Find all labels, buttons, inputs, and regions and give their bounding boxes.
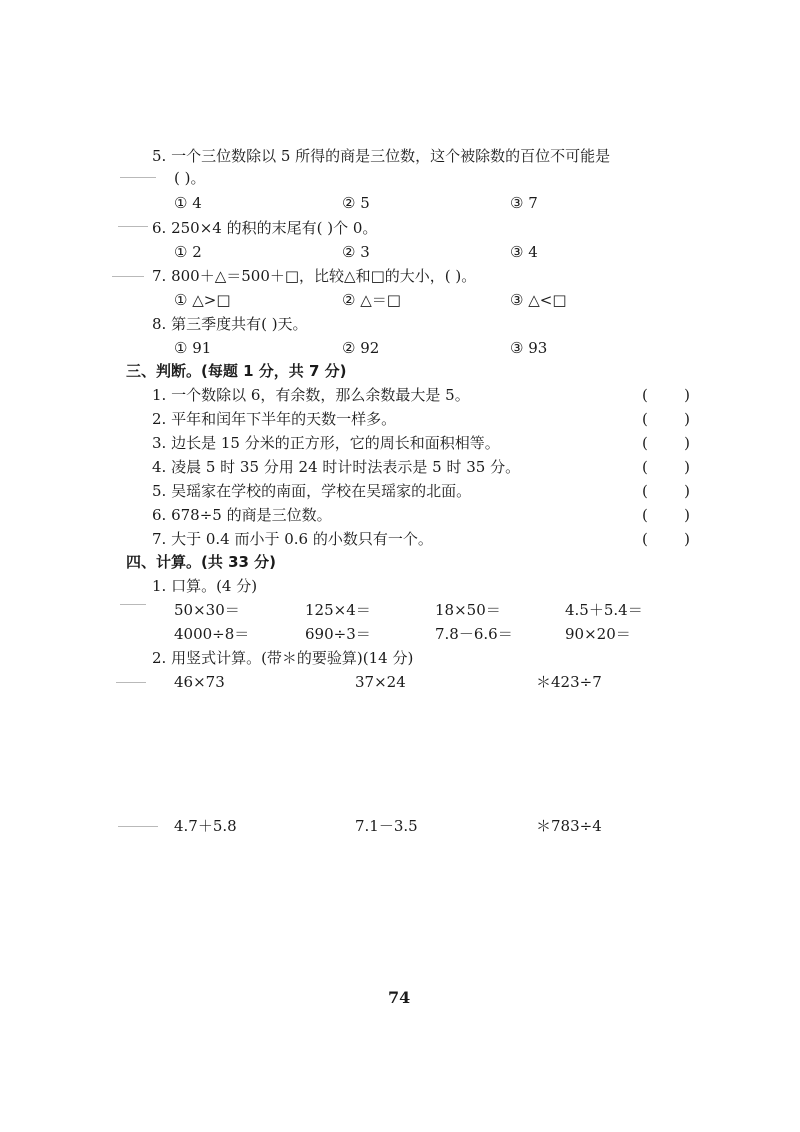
answer-bracket (642, 505, 690, 525)
scan-speck (112, 276, 144, 277)
question-6-option-3: ③ 4 (510, 243, 538, 261)
question-8-option-3: ③ 93 (510, 339, 548, 357)
bracket-open: ( (642, 434, 648, 452)
scan-speck (120, 177, 156, 178)
question-5-blank: ( )。 (174, 169, 206, 187)
question-8-text: 8. 第三季度共有( )天。 (152, 315, 308, 333)
vertical-problem: 4.7＋5.8 (174, 817, 237, 835)
oral-calc-title: 1. 口算。(4 分) (152, 577, 258, 595)
bracket-close: ) (684, 386, 690, 404)
judge-item-1: 1. 一个数除以 6，有余数，那么余数最大是 5。 (152, 386, 470, 404)
calc-section-title: 四、计算。(共 33 分) (126, 553, 277, 571)
bracket-open: ( (642, 482, 648, 500)
question-8-option-2: ② 92 (342, 339, 380, 357)
vertical-calc-title: 2. 用竖式计算。(带＊的要验算)(14 分) (152, 649, 414, 667)
oral-problem: 50×30＝ (174, 601, 240, 619)
question-8-option-1: ① 91 (174, 339, 212, 357)
scan-speck (118, 826, 158, 827)
bracket-open: ( (642, 530, 648, 548)
bracket-open: ( (642, 410, 648, 428)
oral-problem: 4000÷8＝ (174, 625, 250, 643)
question-5-option-1: ① 4 (174, 194, 202, 212)
vertical-problem: ＊783÷4 (536, 817, 602, 835)
answer-bracket (642, 385, 690, 405)
question-5-text: 5. 一个三位数除以 5 所得的商是三位数，这个被除数的百位不可能是 (152, 147, 611, 165)
bracket-close: ) (684, 506, 690, 524)
question-7-option-1: ① △>□ (174, 291, 231, 309)
judge-item-6: 6. 678÷5 的商是三位数。 (152, 506, 332, 524)
vertical-problem: ＊423÷7 (536, 673, 602, 691)
question-7-option-3: ③ △<□ (510, 291, 567, 309)
oral-problem: 18×50＝ (435, 601, 501, 619)
judge-section-title: 三、判断。(每题 1 分，共 7 分) (126, 362, 347, 380)
oral-problem: 690÷3＝ (305, 625, 371, 643)
bracket-open: ( (642, 458, 648, 476)
answer-bracket (642, 457, 690, 477)
oral-problem: 125×4＝ (305, 601, 371, 619)
scan-speck (116, 682, 146, 683)
question-7-text: 7. 800＋△＝500＋□，比较△和□的大小，( )。 (152, 267, 477, 285)
judge-item-4: 4. 凌晨 5 时 35 分用 24 时计时法表示是 5 时 35 分。 (152, 458, 521, 476)
answer-bracket (642, 481, 690, 501)
question-5-option-3: ③ 7 (510, 194, 538, 212)
page-number: 74 (388, 988, 411, 1007)
question-6-text: 6. 250×4 的积的末尾有( )个 0。 (152, 219, 378, 237)
bracket-open: ( (642, 506, 648, 524)
bracket-open: ( (642, 386, 648, 404)
judge-item-2: 2. 平年和闰年下半年的天数一样多。 (152, 410, 397, 428)
question-5-option-2: ② 5 (342, 194, 370, 212)
bracket-close: ) (684, 458, 690, 476)
oral-problem: 7.8－6.6＝ (435, 625, 513, 643)
scan-speck (118, 226, 148, 227)
answer-bracket (642, 409, 690, 429)
answer-bracket (642, 433, 690, 453)
question-6-option-2: ② 3 (342, 243, 370, 261)
bracket-close: ) (684, 434, 690, 452)
bracket-close: ) (684, 530, 690, 548)
bracket-close: ) (684, 410, 690, 428)
judge-item-7: 7. 大于 0.4 而小于 0.6 的小数只有一个。 (152, 530, 433, 548)
judge-item-5: 5. 吴瑶家在学校的南面，学校在吴瑶家的北面。 (152, 482, 472, 500)
oral-problem: 90×20＝ (565, 625, 631, 643)
oral-problem: 4.5＋5.4＝ (565, 601, 643, 619)
question-7-option-2: ② △＝□ (342, 291, 401, 309)
bracket-close: ) (684, 482, 690, 500)
vertical-problem: 37×24 (355, 673, 406, 691)
vertical-problem: 46×73 (174, 673, 225, 691)
vertical-problem: 7.1－3.5 (355, 817, 418, 835)
answer-bracket (642, 529, 690, 549)
question-6-option-1: ① 2 (174, 243, 202, 261)
scan-speck (120, 604, 146, 605)
judge-item-3: 3. 边长是 15 分米的正方形，它的周长和面积相等。 (152, 434, 500, 452)
